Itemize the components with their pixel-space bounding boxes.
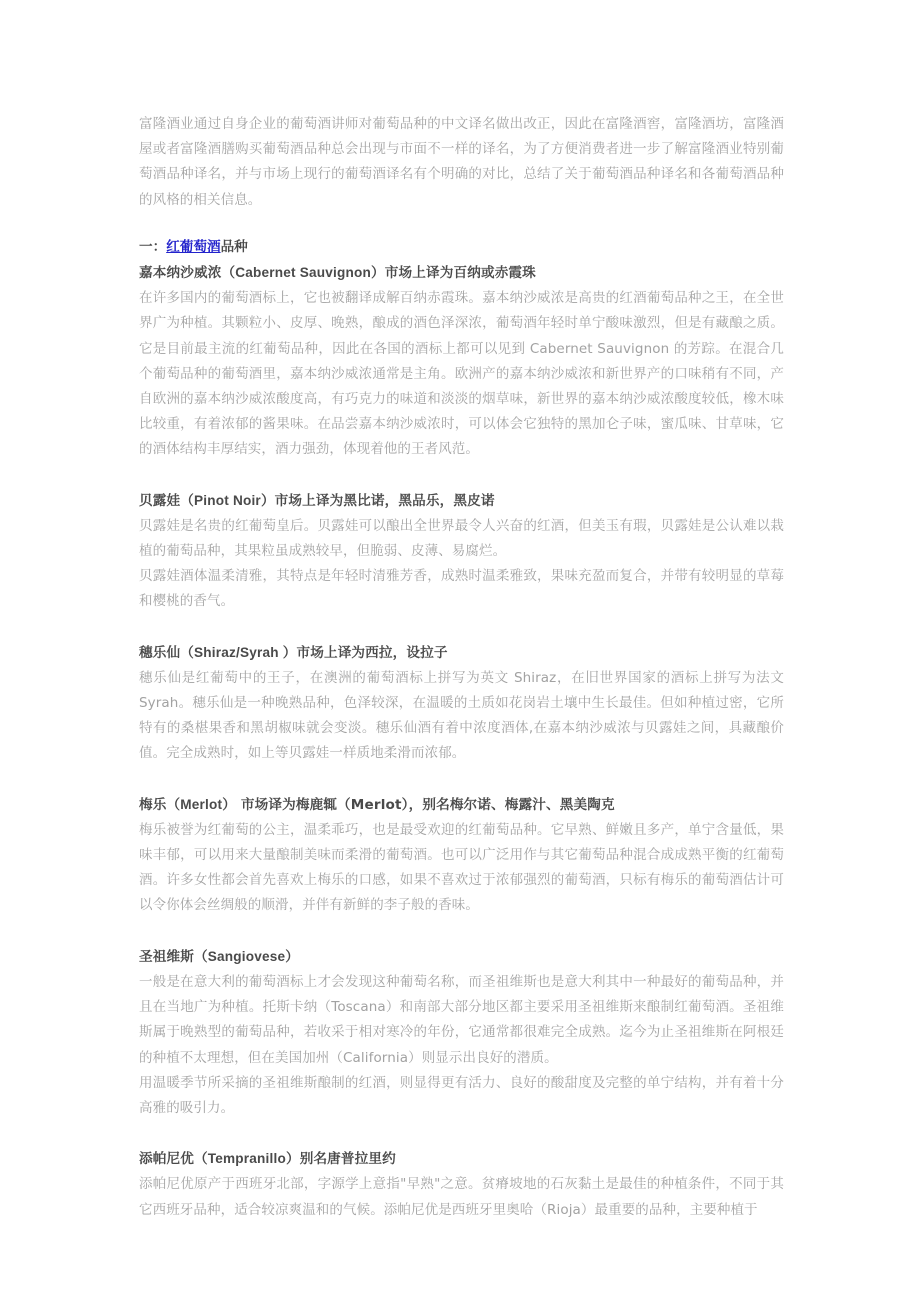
- heading-cn-after: ）: [285, 948, 300, 965]
- heading-latin: Shiraz/Syrah: [193, 644, 283, 660]
- spacer: [139, 767, 784, 792]
- variety-paragraph: 梅乐被誉为红葡萄的公主，温柔乖巧，也是最受欢迎的红葡萄品种。它早熟、鲜嫩且多产，单宁含量低，果味丰郁，可以用来大量酿制美味而柔滑的葡萄酒。也可以广泛用作与其它葡萄品种混合成成熟平衡的红葡萄酒。许多女性都会首先喜欢上梅乐的口感，如果不喜欢过于浓郁强烈的葡萄酒，只标有梅乐的葡萄酒估计可以令你体会丝绸般的顺滑，并伴有新鲜的李子般的香味。: [139, 821, 784, 914]
- heading-latin: Cabernet Sauvignon: [235, 265, 371, 281]
- variety-paragraph: 贝露娃酒体温柔清雅，其特点是年轻时清雅芳香，成熟时温柔雅致，果味充盈而复合，并带有较明显的草莓和樱桃的香气。: [139, 568, 784, 610]
- spacer: [139, 463, 784, 488]
- heading-cn-after: ）市场上译为西拉，设拉子: [282, 644, 448, 661]
- intro-paragraph: 富隆酒业通过自身企业的葡萄酒讲师对葡萄品种的中文译名做出改正，因此在富隆酒窖，富隆酒坊，富隆酒屋或者富隆酒膳购买葡萄酒品种总会出现与市面不一样的译名，为了方便消费者进一步了解富隆酒业特别葡萄酒品种译名，并与市场上现行的葡萄酒译名有个明确的对比，总结了关于葡萄酒品种译名和各葡萄酒品种的风格的相关信息。: [139, 116, 784, 208]
- section-one-suffix: 品种: [220, 238, 248, 255]
- variety-paragraph: 在许多国内的葡萄酒标上，它也被翻译成解百纳赤霞珠。嘉本纳沙威浓是高贵的红酒葡萄品种之王，在全世界广为种植。其颗粒小、皮厚、晚熟，酿成的酒色泽深浓，葡萄酒年轻时单宁酸味激烈，但是有藏酿之质。它是目前最主流的红葡萄品种，因此在各国的酒标上都可以见到 Cabernet Sauvignon 的芳踪。在混合几个葡萄品种的葡萄酒里，嘉本纳沙威浓通常是主角。欧洲产的嘉本纳沙威浓和新世界产的口味稍有不同，产自欧洲的嘉本纳沙威浓酸度高，有巧克力的味道和淡淡的烟草味，新世界的嘉本纳沙威浓酸度较低，橡木味比较重，有着浓郁的酱果味。在品尝嘉本纳沙威浓时，可以体会它独特的黑加仑子味，蜜瓜味、甘草味，它的酒体结构丰厚结实，酒力强劲，体现着他的王者风范。: [139, 290, 784, 458]
- heading-cn-after: ）市场上译为百纳或赤霞珠: [371, 265, 536, 282]
- spacer: [139, 919, 784, 944]
- heading-cn-before: 梅乐（: [139, 796, 181, 813]
- variety-paragraph: 贝露娃是名贵的红葡萄皇后。贝露娃可以酿出全世界最令人兴奋的红酒，但美玉有瑕，贝露娃是公认难以栽植的葡萄品种，其果粒虽成熟较早，但脆弱、皮薄、易腐烂。: [139, 517, 784, 560]
- variety-paragraph: 添帕尼优原产于西班牙北部，字源学上意指"早熟"之意。贫瘠坡地的石灰黏土是最佳的种植条件，不同于其它西班牙品种，适合较凉爽温和的气候。添帕尼优是西班牙里奥哈（Rioja）最重要的品种，主要种植于: [139, 1176, 784, 1218]
- spacer: [139, 1121, 784, 1146]
- red-wine-link[interactable]: 红葡萄酒: [166, 238, 221, 255]
- heading-cn-after: ） 市场译为梅鹿辄（Merlot），别名梅尔诺、梅露汁、黑美陶克: [222, 796, 615, 813]
- variety-heading-shiraz-syrah: [139, 640, 784, 666]
- heading-latin: Sangiovese: [207, 948, 286, 964]
- heading-cn-before: 贝露娃（: [139, 492, 194, 509]
- variety-heading-merlot: [139, 792, 784, 818]
- heading-cn-before: 嘉本纳沙威浓（: [139, 265, 236, 282]
- section-one-title: [139, 235, 784, 260]
- variety-paragraph: 用温暖季节所采摘的圣祖维斯酿制的红酒，则显得更有活力、良好的酸甜度及完整的单宁结构，并有着十分高雅的吸引力。: [139, 1074, 784, 1116]
- heading-cn-before: 添帕尼优（: [139, 1151, 208, 1168]
- variety-paragraph: 穗乐仙是红葡萄中的王子，在澳洲的葡萄酒标上拼写为英文 Shiraz，在旧世界国家的酒标上拼写为法文 Syrah。穗乐仙是一种晚熟品种，色泽较深，在温暖的土质如花岗岩土壤中生长最佳。但如种植过密，它所特有的桑椹果香和黑胡椒味就会变淡。穗乐仙酒有着中浓度酒体,在嘉本纳沙威浓与贝露娃之间，具藏酿价值。完全成熟时，如上等贝露娃一样质地柔滑而浓郁。: [139, 669, 784, 762]
- document-body: [139, 112, 784, 1223]
- heading-latin: Merlot: [180, 796, 223, 812]
- variety-heading-tempranillo: [139, 1146, 784, 1172]
- heading-cn-before: 圣祖维斯（: [139, 948, 208, 965]
- spacer: [139, 213, 784, 235]
- variety-heading-sangiovese: [139, 944, 784, 970]
- heading-latin: Pinot Noir: [193, 492, 261, 508]
- variety-heading-pinot-noir: [139, 488, 784, 514]
- variety-heading-cabernet-sauvignon: [139, 260, 784, 286]
- heading-cn-after: ）市场上译为黑比诺，黑品乐，黑皮诺: [260, 492, 495, 509]
- heading-cn-before: 穗乐仙（: [139, 644, 194, 661]
- section-one-prefix: 一：: [139, 238, 167, 255]
- heading-latin: Tempranillo: [207, 1151, 286, 1167]
- variety-paragraph: 一般是在意大利的葡萄酒标上才会发现这种葡萄名称，而圣祖维斯也是意大利其中一种最好的葡萄品种，并且在当地广为种植。托斯卡纳（Toscana）和南部大部分地区都主要采用圣祖维斯来酿制红葡萄酒。圣祖维斯属于晚熟型的葡萄品种，若收采于相对寒冷的年份，它通常都很难完全成熟。迄今为止圣祖维斯在阿根廷的种植不太理想，但在美国加州（California）则显示出良好的潜质。: [139, 973, 784, 1066]
- spacer: [139, 615, 784, 640]
- heading-cn-after: ）别名唐普拉里约: [285, 1151, 396, 1168]
